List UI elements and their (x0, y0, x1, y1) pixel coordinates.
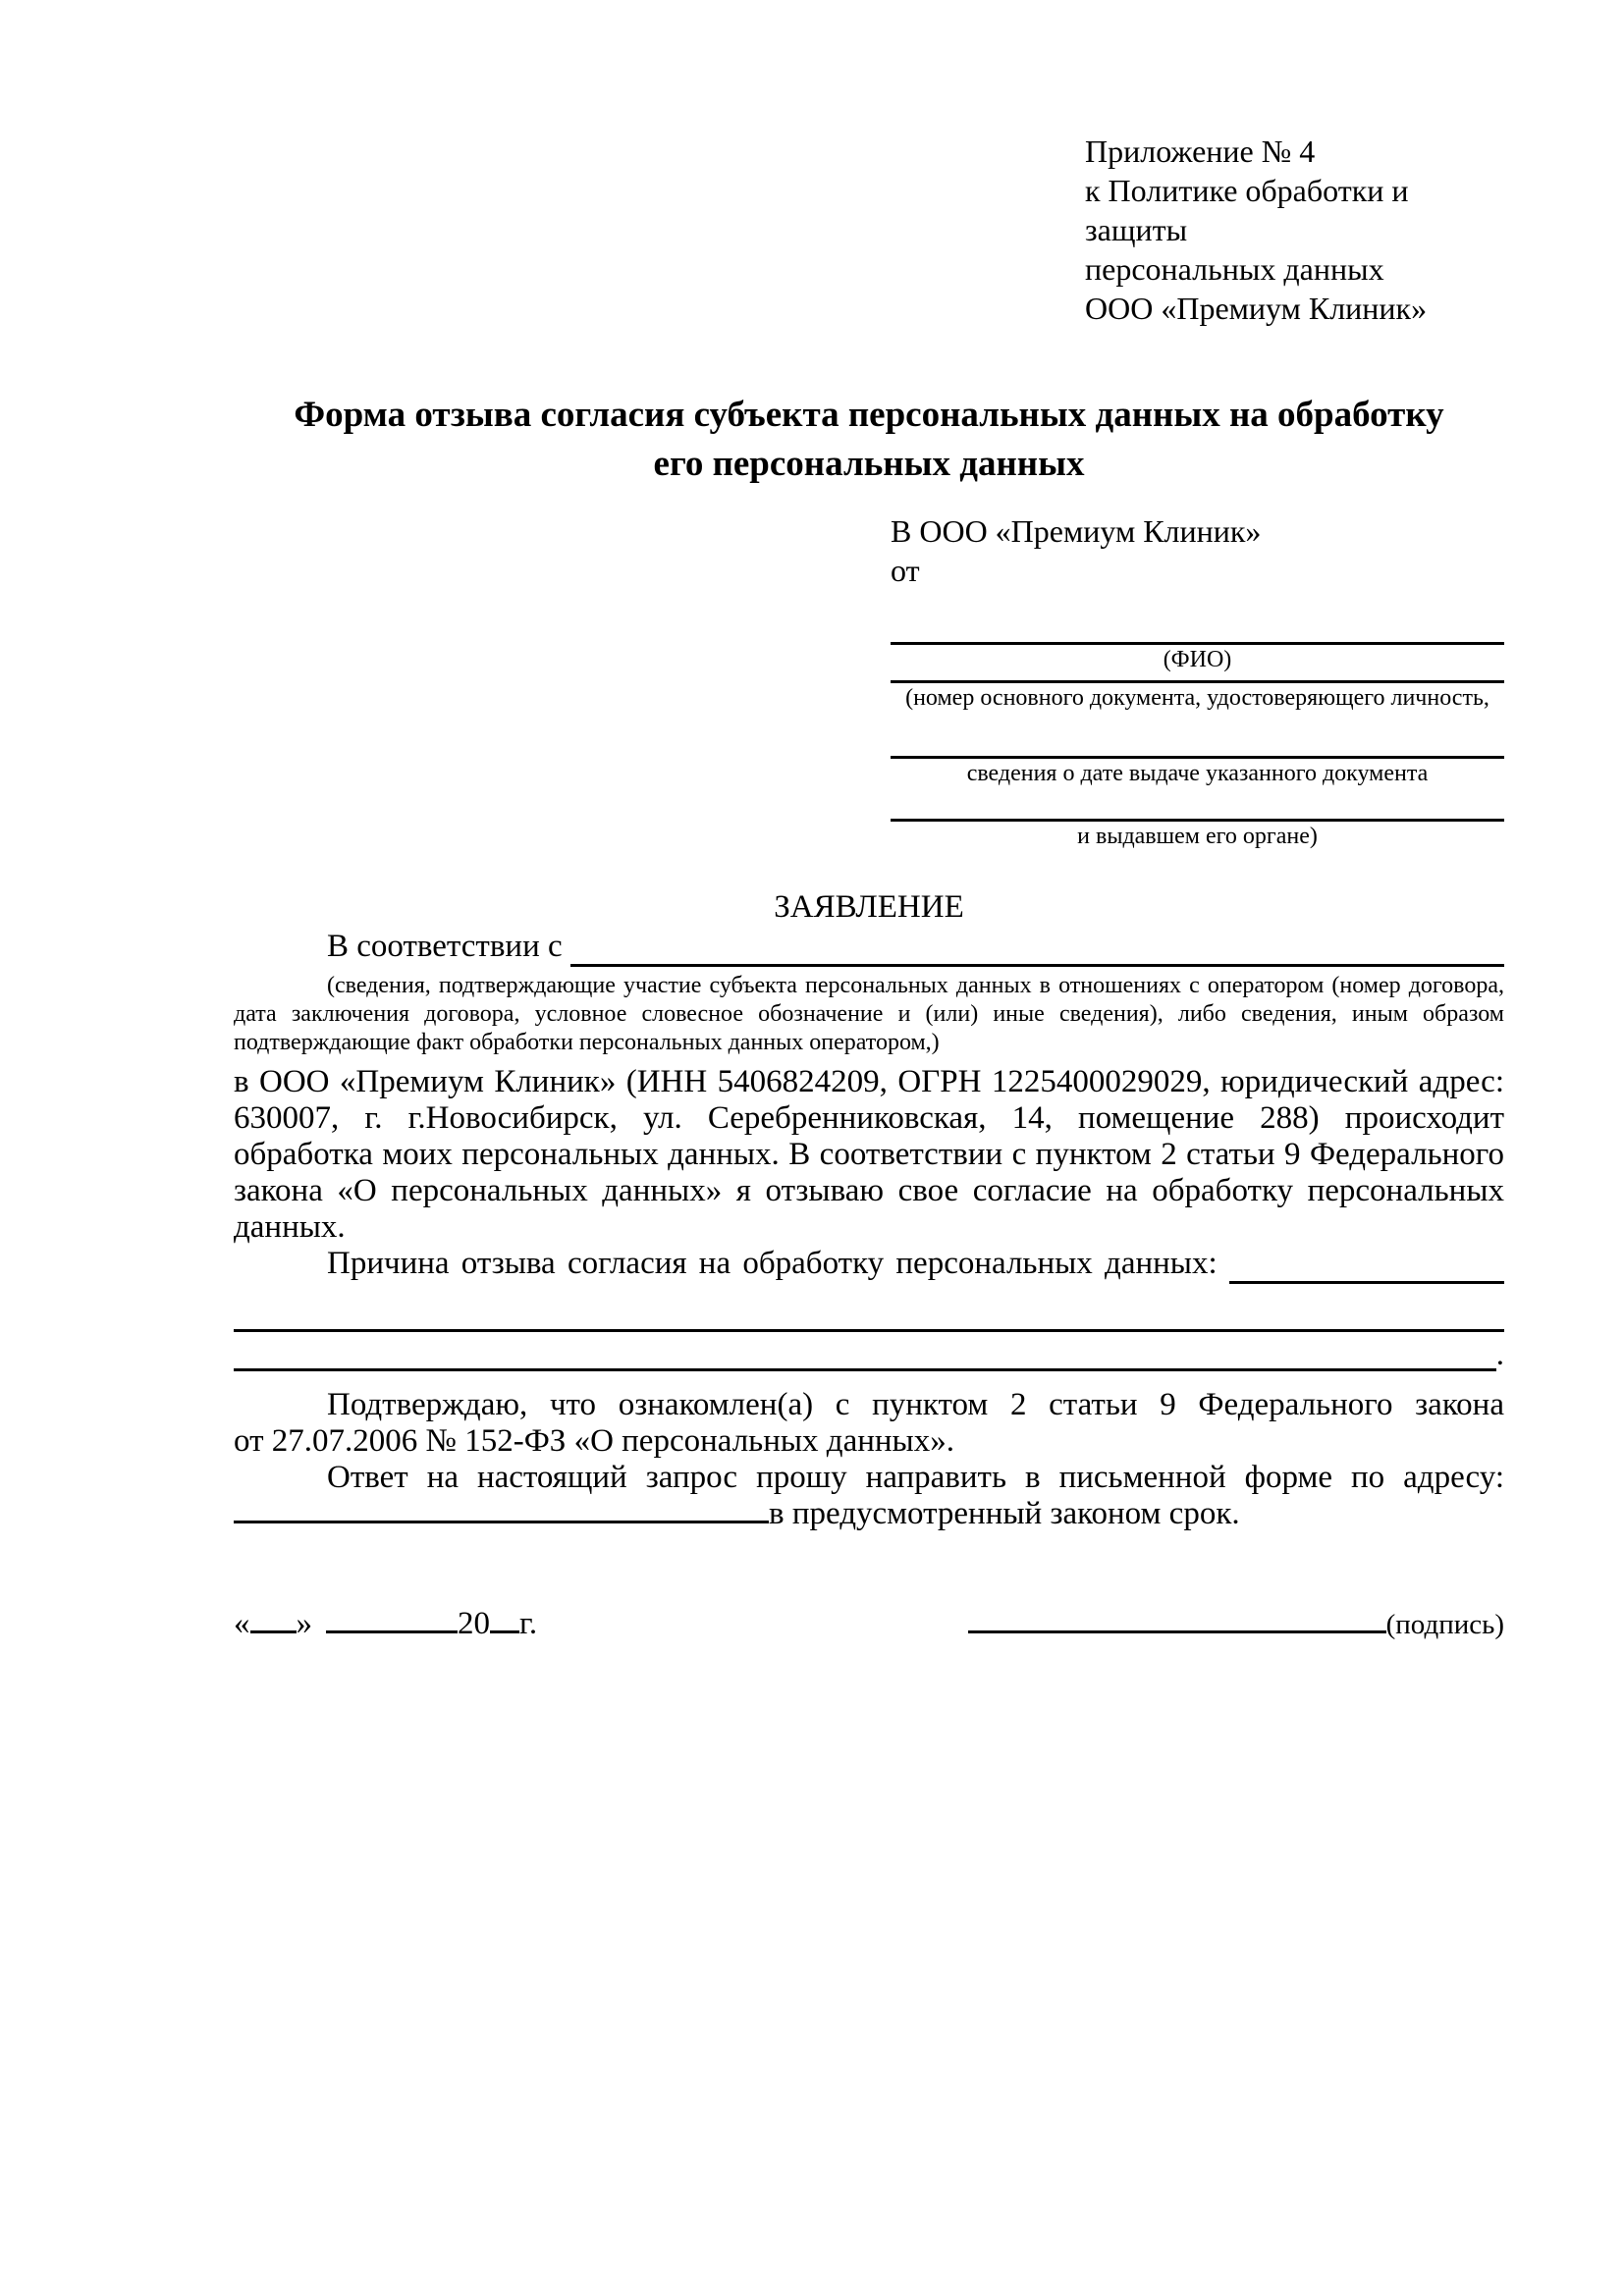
reason-blank-line-2 (234, 1332, 1504, 1371)
issuer-caption: и выдавшем его органе) (1077, 824, 1318, 849)
doc-number-caption: (номер основного документа, удостоверяющего личность, (905, 685, 1489, 711)
page-title (234, 391, 1504, 489)
statement-heading: ЗАЯВЛЕНИЕ (774, 889, 964, 925)
reply-tail: в предусмотренный законом срок. (769, 1496, 1240, 1531)
from-label: от (891, 553, 920, 588)
reason-label: Причина отзыва согласия на обработку персональных данных: (327, 1246, 1218, 1281)
footer-row (234, 1604, 1504, 1644)
issue-date-blank-line (891, 713, 1504, 759)
page-title-line-2: его персональных данных (653, 444, 1085, 484)
issue-date-caption: сведения о дате выдаче указанного документа (966, 761, 1429, 786)
reason-blank-field-2 (234, 1329, 1496, 1371)
intro-blank-field (570, 929, 1504, 967)
page-title-line-1: Форма отзыва согласия субъекта персональных данных на обработку (294, 395, 1444, 435)
reason-line (234, 1246, 1504, 1282)
intro-line (234, 929, 1504, 965)
reply-paragraph-line-1: Ответ на настоящий запрос прошу направить в письменной форме по адресу: (327, 1460, 1504, 1495)
doc-number-blank-line (891, 674, 1504, 683)
confirm-paragraph-line-1: Подтверждаю, что ознакомлен(а) с пунктом 2 статьи 9 Федерального закона (327, 1387, 1504, 1422)
header-note-line: персональных данных (1085, 251, 1384, 287)
year-suffix: г. (519, 1606, 538, 1641)
quote-close: » (296, 1606, 312, 1641)
header-note-line: ООО «Премиум Клиник» (1085, 291, 1428, 326)
header-note (1085, 132, 1507, 328)
body-paragraph: в ООО «Премиум Клиник» (ИНН 5406824209, ОГРН 1225400029029, юридический адрес: 630007, г. г.Новосибирск, ул. Серебренниковская, 14, помещение 288) происходит обработка моих персональных данных. В соответствии с пунктом 2 статьи 9 Федерального закона «О персональных данных» я отзываю свое согласие на обработку персональных данных. (234, 1064, 1504, 1245)
addressee-block (891, 511, 1504, 851)
header-note-line: к Политике обработки и защиты (1085, 173, 1409, 247)
signature-field (968, 1605, 1504, 1644)
year-blank-field (490, 1628, 519, 1633)
reason-blank-field (1229, 1246, 1504, 1284)
day-blank-field (250, 1628, 297, 1633)
date-field (234, 1604, 537, 1643)
reply-address-blank-field (234, 1518, 769, 1523)
header-note-line: Приложение № 4 (1085, 133, 1316, 169)
recipient-line: В ООО «Премиум Клиник» (891, 513, 1262, 549)
annotation-text: (сведения, подтверждающие участие субъекта персональных данных в отношениях с оператором (номер договора, дата заключения договора, условное словесное обозначение и (или) иные сведения), либо сведения, иным образом подтверждающие факт обработки персональных данных оператором,) (234, 973, 1504, 1055)
fio-caption: (ФИО) (1163, 647, 1232, 672)
fio-blank-line (891, 590, 1504, 645)
statement-body (234, 929, 1504, 1532)
confirm-paragraph-line-2: от 27.07.2006 № 152-ФЗ «О персональных данных». (234, 1423, 954, 1459)
quote-open: « (234, 1606, 250, 1641)
year-prefix: 20 (458, 1606, 490, 1641)
reply-paragraph-line-2 (234, 1496, 1504, 1532)
issuer-blank-line (891, 788, 1504, 822)
intro-prefix: В соответствии с (327, 929, 563, 964)
blank-line-period: . (1495, 1337, 1504, 1372)
signature-blank-field (968, 1628, 1386, 1633)
reason-blank-line-1 (234, 1282, 1504, 1332)
signature-caption: (подпись) (1385, 1609, 1504, 1640)
month-blank-field (326, 1628, 458, 1633)
